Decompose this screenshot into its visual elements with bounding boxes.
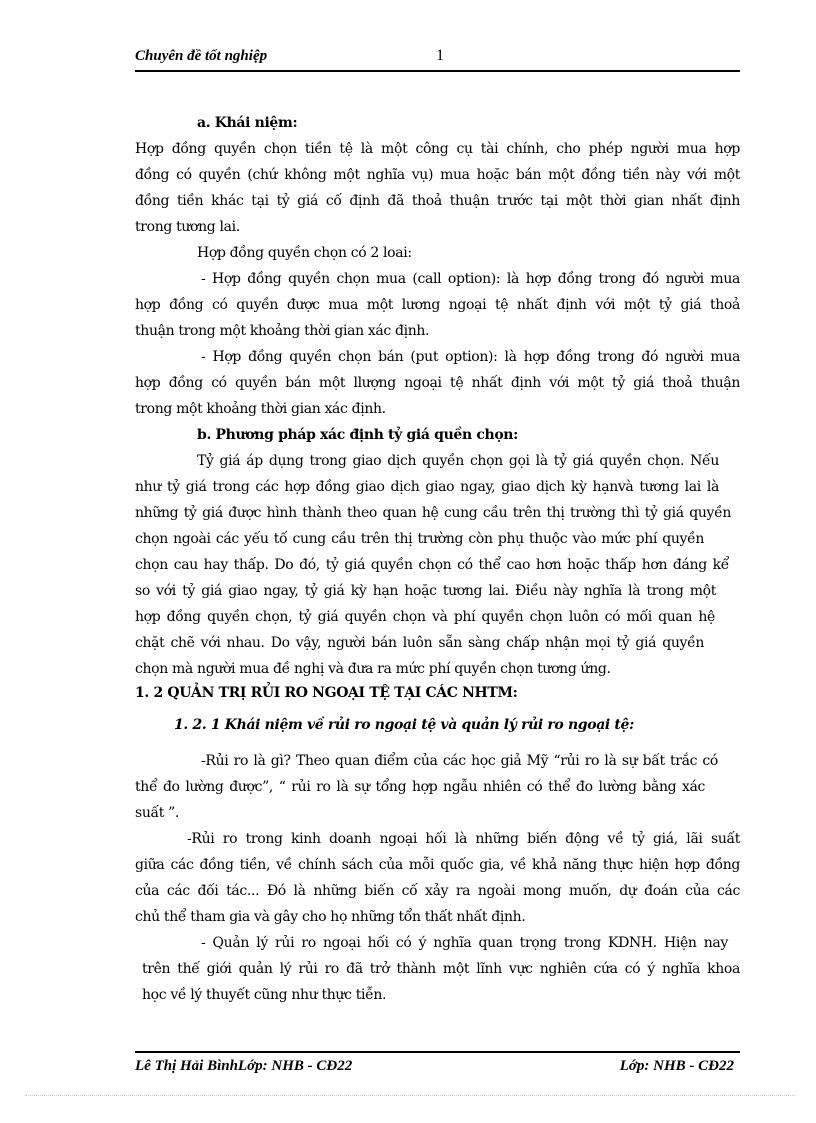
paragraph-line: chọn mà người mua đề nghị và đưa ra mức phí quyền chọn tương ứng.: [135, 661, 611, 677]
subsection-heading-1-2-1: 1. 2. 1 Khái niệm về rủi ro ngoại tệ và quản lý rủi ro ngoại tệ:: [174, 717, 634, 733]
paragraph-line: trong một khoảng thời gian xác định.: [135, 401, 386, 417]
list-item-call-option: - Hợp đồng quyền chọn mua (call option): là hợp đồng trong đó người mua: [201, 271, 740, 287]
paragraph-line: chọn cau hay thấp. Do đó, tỷ giá quyền chọn có thể cao hơn hoặc thấp hơn đáng kể: [135, 557, 729, 573]
paragraph-line: trong tương lai.: [135, 219, 240, 235]
paragraph-line: Tỷ giá áp dụng trong giao dịch quyền chọn gọi là tỷ giá quyền chọn. Nếu: [197, 453, 719, 469]
paragraph-line: chặt chẽ với nhau. Do vậy, người bán luôn sẵn sàng chấp nhận mọi tỷ giá quyền: [135, 635, 704, 651]
paragraph-line: đồng có quyền (chứ không một nghĩa vụ) mua hoặc bán một đồng tiền này với một: [135, 167, 740, 183]
paragraph-line: - Quản lý rủi ro ngoại hối có ý nghĩa quan trọng trong KDNH. Hiện nay: [201, 935, 728, 951]
header-title: Chuyên đề tốt nghiệp: [135, 48, 268, 64]
page-bottom-divider: [25, 1095, 795, 1096]
paragraph-line: thể đo lường được”, “ rủi ro là sự tổng hợp ngẫu nhiên có thể đo lường bằng xác: [135, 779, 705, 795]
section-heading-1-2: 1. 2 QUẢN TRỊ RỦI RO NGOẠI TỆ TẠI CÁC NHTM:: [135, 685, 518, 701]
footer-author: Lê Thị Hải BìnhLớp: NHB - CĐ22: [135, 1058, 353, 1074]
paragraph-line: học về lý thuyết cũng như thực tiễn.: [142, 987, 387, 1003]
paragraph-line: hợp đồng có quyền được mua một lương ngoại tệ nhất định với một tỷ giá thoả: [135, 297, 740, 313]
heading-phuong-phap: b. Phương pháp xác định tỷ giá quền chọn:: [197, 427, 518, 443]
paragraph-line: như tỷ giá trong các hợp đồng giao dịch giao ngay, giao dịch kỳ hạnvà tương lai là: [135, 479, 719, 495]
paragraph-line: giữa các đồng tiền, về chính sách của mỗi quốc gia, về khả năng thực hiện hợp đồng: [135, 857, 740, 873]
footer-class: Lớp: NHB - CĐ22: [619, 1058, 734, 1074]
paragraph-line: -Rủi ro trong kinh doanh ngoại hối là những biến động về tỷ giá, lãi suất: [187, 831, 740, 847]
paragraph-line: Hợp đồng quyền chọn có 2 loai:: [197, 245, 412, 261]
paragraph-line: Hợp đồng quyền chọn tiền tệ là một công cụ tài chính, cho phép người mua hợp: [135, 141, 740, 157]
heading-khai-niem: a. Khái niệm:: [197, 115, 298, 131]
paragraph-line: thuận trong một khoảng thời gian xác định.: [135, 323, 430, 339]
paragraph-line: những tỷ giá được hình thành theo quan hệ cung cầu trên thị trường thì tỷ giá quyền: [135, 505, 731, 521]
page-number: 1: [436, 47, 444, 64]
paragraph-line: hợp đồng có quyền bán một llượng ngoại tệ nhất định với một tỷ giá thoả thuận: [135, 375, 740, 391]
paragraph-line: hợp đồng quyền chọn, tỷ giá quyền chọn và phí quyền chọn luôn có mối quan hệ: [135, 609, 715, 625]
list-item-put-option: - Hợp đồng quyền chọn bán (put option): là hợp đồng trong đó người mua: [201, 349, 740, 365]
paragraph-line: trên thế giới quản lý rủi ro đã trở thành một lĩnh vực nghiên cứa có ý nghĩa khoa: [142, 961, 740, 977]
paragraph-line: chọn ngoài các yếu tố cung cầu trên thị trường còn phụ thuộc vào mức phí quyền: [135, 531, 704, 547]
paragraph-line: so với tỷ giá giao ngay, tỷ giá kỳ hạn hoặc tương lai. Điều này nghĩa là trong một: [135, 583, 716, 599]
paragraph-line: chủ thể tham gia và gây cho họ những tổn thất nhất định.: [135, 909, 526, 925]
paragraph-line: đồng tiền khác tại tỷ giá cố định đã thoả thuận trước tại một thời gian nhất định: [135, 193, 740, 209]
paragraph-line: -Rủi ro là gì? Theo quan điểm của các học giả Mỹ “rủi ro là sự bất trắc có: [201, 753, 718, 769]
paragraph-line: suất ”.: [135, 805, 180, 821]
page-header: [135, 48, 740, 72]
paragraph-line: của các đối tác... Đó là những biến cố xảy ra ngoài mong muốn, dự đoán của các: [135, 883, 740, 899]
page-footer: [135, 1051, 740, 1083]
